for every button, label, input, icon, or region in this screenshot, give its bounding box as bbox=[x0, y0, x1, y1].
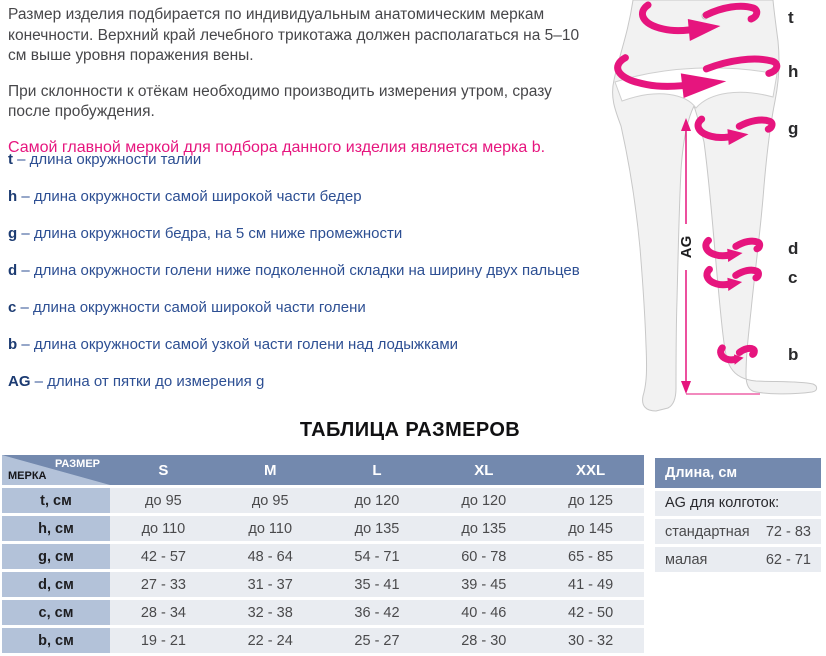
cell-value: 30 - 32 bbox=[568, 632, 614, 649]
legend-key: g bbox=[8, 225, 18, 242]
cell-value: до 135 bbox=[461, 520, 507, 537]
size-column-headers bbox=[110, 455, 644, 485]
legend-key: t bbox=[8, 151, 13, 168]
legend-item bbox=[8, 150, 612, 170]
cell-value: 28 - 30 bbox=[461, 632, 507, 649]
length-row-label: стандартная bbox=[665, 523, 750, 540]
measurement-legend bbox=[8, 150, 612, 409]
legend-text: – длина от пятки до измерения g bbox=[30, 373, 265, 390]
cell-value: 32 - 38 bbox=[247, 604, 293, 621]
cell-value: 27 - 33 bbox=[140, 576, 186, 593]
row-values bbox=[110, 600, 644, 625]
cell-value: 22 - 24 bbox=[247, 632, 293, 649]
size-table-body bbox=[2, 488, 644, 653]
row-label: c, см bbox=[2, 600, 110, 625]
row-label: h, см bbox=[2, 516, 110, 541]
figure-label-c: c bbox=[788, 268, 798, 287]
corner-cell bbox=[2, 455, 110, 485]
row-values bbox=[110, 572, 644, 597]
cell-value: до 110 bbox=[248, 520, 293, 537]
cell-value: 28 - 34 bbox=[140, 604, 186, 621]
cell-value: 31 - 37 bbox=[247, 576, 293, 593]
cell-value: 65 - 85 bbox=[568, 548, 614, 565]
row-values bbox=[110, 628, 644, 653]
cell-value: 41 - 49 bbox=[568, 576, 614, 593]
legend-item bbox=[8, 372, 612, 392]
row-values bbox=[110, 488, 644, 513]
cell-value: до 110 bbox=[141, 520, 186, 537]
corner-size-label: РАЗМЕР bbox=[54, 458, 100, 470]
legend-item bbox=[8, 261, 612, 281]
figure-label-b: b bbox=[788, 345, 799, 364]
cell-value: до 120 bbox=[354, 492, 400, 509]
legend-key: AG bbox=[8, 373, 31, 390]
legend-key: h bbox=[8, 188, 18, 205]
cell-value: 25 - 27 bbox=[354, 632, 400, 649]
cell-value: 19 - 21 bbox=[140, 632, 186, 649]
intro-highlight: Самой главной меркой для подбора данного изделия является мерка b. bbox=[8, 138, 546, 156]
legend-text: – длина окружности талии bbox=[13, 151, 202, 168]
length-panel-subtitle: AG для колготок: bbox=[655, 491, 821, 516]
length-row-value: 72 - 83 bbox=[765, 523, 811, 540]
figure-label-g: g bbox=[788, 119, 799, 138]
legend-text: – длина окружности бедра, на 5 см ниже промежности bbox=[17, 225, 403, 242]
table-row bbox=[2, 628, 644, 653]
intro-paragraph-1: Размер изделия подбирается по индивидуальным анатомическим меркам конечности. Верхний край лечебного трикотажа должен располагаться на 5–10 см выше уровня поражения вены. bbox=[8, 6, 580, 64]
length-row bbox=[655, 547, 821, 572]
intro-paragraph-2: При склонности к отёкам необходимо производить измерения утром, сразу после пробуждения. bbox=[8, 82, 552, 120]
table-row bbox=[2, 488, 644, 513]
cell-value: 60 - 78 bbox=[461, 548, 507, 565]
legend-text: – длина окружности самой широкой части голени bbox=[16, 299, 366, 316]
figure-label-h: h bbox=[788, 62, 799, 81]
cell-value: 48 - 64 bbox=[247, 548, 293, 565]
intro-text bbox=[8, 5, 594, 173]
legend-item bbox=[8, 224, 612, 244]
cell-value: 42 - 50 bbox=[568, 604, 614, 621]
legend-item bbox=[8, 187, 612, 207]
size-column-header: L bbox=[372, 461, 382, 479]
cell-value: до 95 bbox=[145, 492, 182, 509]
legs-illustration bbox=[610, 0, 826, 418]
row-label: t, см bbox=[2, 488, 110, 513]
legend-key: d bbox=[8, 262, 18, 279]
legend-text: – длина окружности голени ниже подколенной складки на ширину двух пальцев bbox=[17, 262, 580, 279]
length-row bbox=[655, 519, 821, 544]
table-row bbox=[2, 516, 644, 541]
legend-text: – длина окружности самой узкой части голени над лодыжками bbox=[17, 336, 459, 353]
legend-item bbox=[8, 298, 612, 318]
table-row bbox=[2, 572, 644, 597]
table-row bbox=[2, 544, 644, 569]
cell-value: 42 - 57 bbox=[140, 548, 186, 565]
legend-key: b bbox=[8, 336, 18, 353]
cell-value: 36 - 42 bbox=[354, 604, 400, 621]
cell-value: 40 - 46 bbox=[461, 604, 507, 621]
corner-measure-label: МЕРКА bbox=[8, 470, 47, 482]
size-column-header: XXL bbox=[575, 461, 606, 479]
row-label: d, см bbox=[2, 572, 110, 597]
legend-key: c bbox=[8, 299, 17, 316]
body-silhouette bbox=[613, 0, 817, 411]
length-panel bbox=[655, 458, 821, 572]
size-table bbox=[2, 455, 644, 653]
cell-value: до 135 bbox=[354, 520, 400, 537]
size-table-header bbox=[2, 455, 644, 485]
cell-value: 54 - 71 bbox=[354, 548, 400, 565]
cell-value: 35 - 41 bbox=[354, 576, 400, 593]
cell-value: до 120 bbox=[461, 492, 507, 509]
row-label: b, см bbox=[2, 628, 110, 653]
row-values bbox=[110, 516, 644, 541]
cell-value: до 125 bbox=[568, 492, 613, 509]
cell-value: до 95 bbox=[251, 492, 289, 509]
size-table-title: ТАБЛИЦА РАЗМЕРОВ bbox=[299, 419, 521, 441]
length-panel-header: Длина, см bbox=[655, 458, 821, 488]
legend-text: – длина окружности самой широкой части бедер bbox=[17, 188, 362, 205]
size-column-header: XL bbox=[474, 461, 494, 479]
table-row bbox=[2, 600, 644, 625]
length-row-label: малая bbox=[665, 551, 708, 568]
cell-value: 39 - 45 bbox=[461, 576, 507, 593]
row-values bbox=[110, 544, 644, 569]
measurement-figure bbox=[610, 0, 826, 418]
figure-label-d: d bbox=[788, 239, 799, 258]
size-column-header: M bbox=[263, 461, 277, 479]
figure-label-t: t bbox=[788, 8, 794, 27]
length-row-value: 62 - 71 bbox=[765, 551, 811, 568]
row-label: g, см bbox=[2, 544, 110, 569]
length-panel-rows bbox=[655, 519, 821, 572]
cell-value: до 145 bbox=[568, 520, 613, 537]
size-column-header: S bbox=[158, 461, 169, 479]
ag-label: AG bbox=[678, 235, 695, 259]
legend-item bbox=[8, 335, 612, 355]
